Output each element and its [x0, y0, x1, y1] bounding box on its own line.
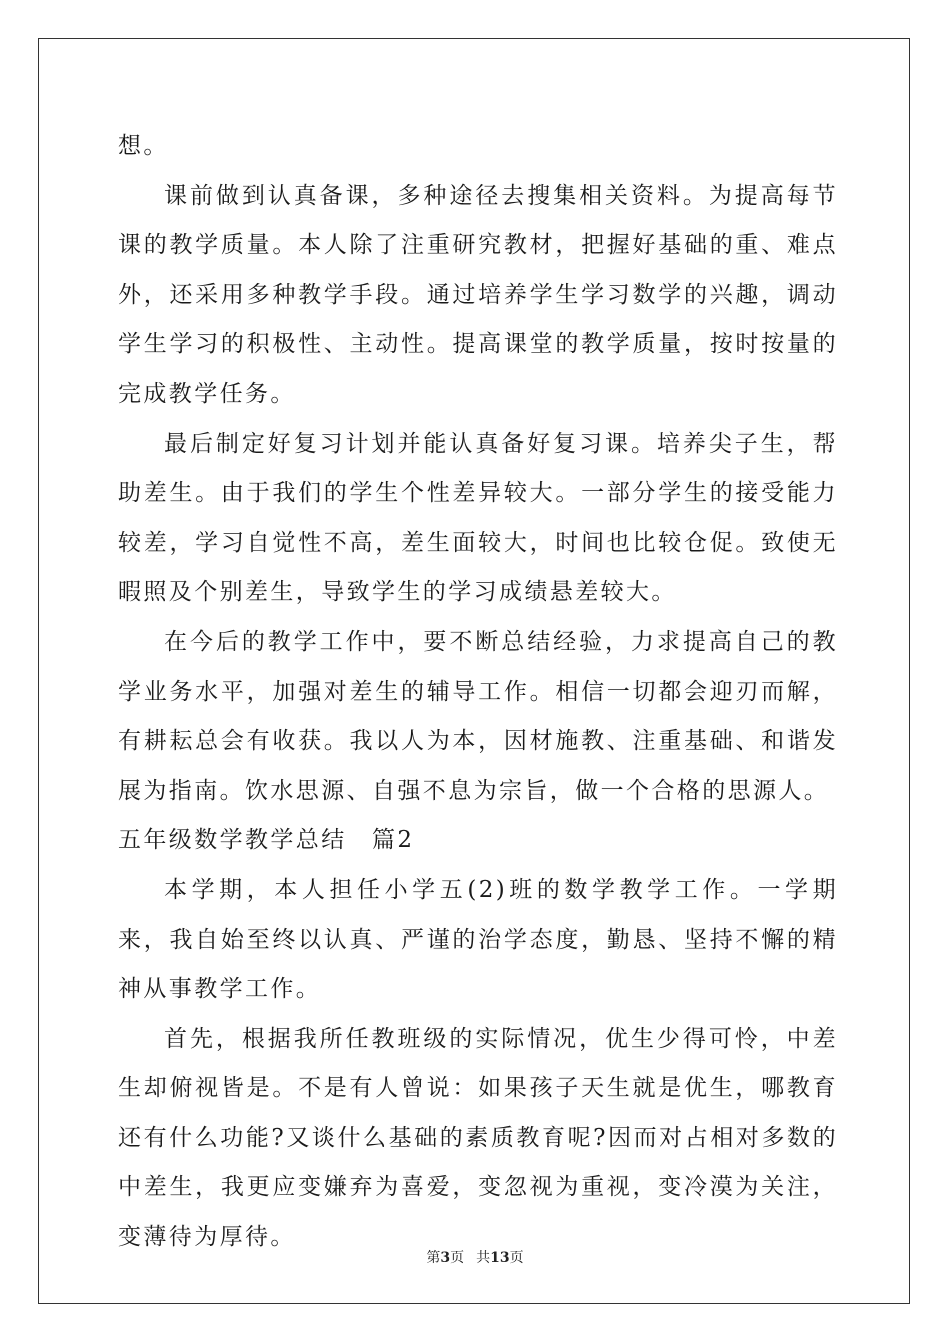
- paragraph: 本学期，本人担任小学五(2)班的数学教学工作。一学期来，我自始至终以认真、严谨的治学态度，勤恳、坚持不懈的精神从事教学工作。: [118, 876, 838, 1003]
- total-label-prefix: 共: [476, 1250, 491, 1266]
- page-label-prefix: 第: [426, 1250, 441, 1266]
- total-label-suffix: 页: [509, 1250, 524, 1266]
- page-number: 3: [440, 1250, 451, 1266]
- page-footer: [0, 1247, 950, 1267]
- total-pages: 13: [490, 1250, 510, 1266]
- paragraph: 最后制定好复习计划并能认真备好复习课。培养尖子生，帮助差生。由于我们的学生个性差异较大。一部分学生的接受能力较差，学习自觉性不高，差生面较大，时间也比较仓促。致使无暇照及个别差生，导致学生的学习成绩悬差较大。: [118, 430, 838, 606]
- paragraph: 课前做到认真备课，多种途径去搜集相关资料。为提高每节课的教学质量。本人除了注重研究教材，把握好基础的重、难点外，还采用多种教学手段。通过培养学生学习数学的兴趣，调动学生学习的积极性、主动性。提高课堂的教学质量，按时按量的完成教学任务。: [118, 182, 838, 407]
- document-body: [118, 122, 838, 1263]
- paragraph: 在今后的教学工作中，要不断总结经验，力求提高自己的教学业务水平，加强对差生的辅导工作。相信一切都会迎刃而解，有耕耘总会有收获。我以人为本，因材施教、注重基础、和谐发展为指南。饮水思源、自强不息为宗旨，做一个合格的思源人。: [118, 628, 838, 804]
- paragraph-continuation: 想。: [118, 133, 169, 159]
- paragraph: 首先，根据我所任教班级的实际情况，优生少得可怜，中差生却俯视皆是。不是有人曾说：如果孩子天生就是优生，哪教育还有什么功能?又谈什么基础的素质教育呢?因而对占相对多数的中差生，我更应变嫌弃为喜爱，变忽视为重视，变冷漠为关注，变薄待为厚待。: [118, 1025, 838, 1251]
- section-heading: 五年级数学教学总结 篇2: [118, 827, 415, 854]
- page-label-suffix: 页: [450, 1250, 465, 1266]
